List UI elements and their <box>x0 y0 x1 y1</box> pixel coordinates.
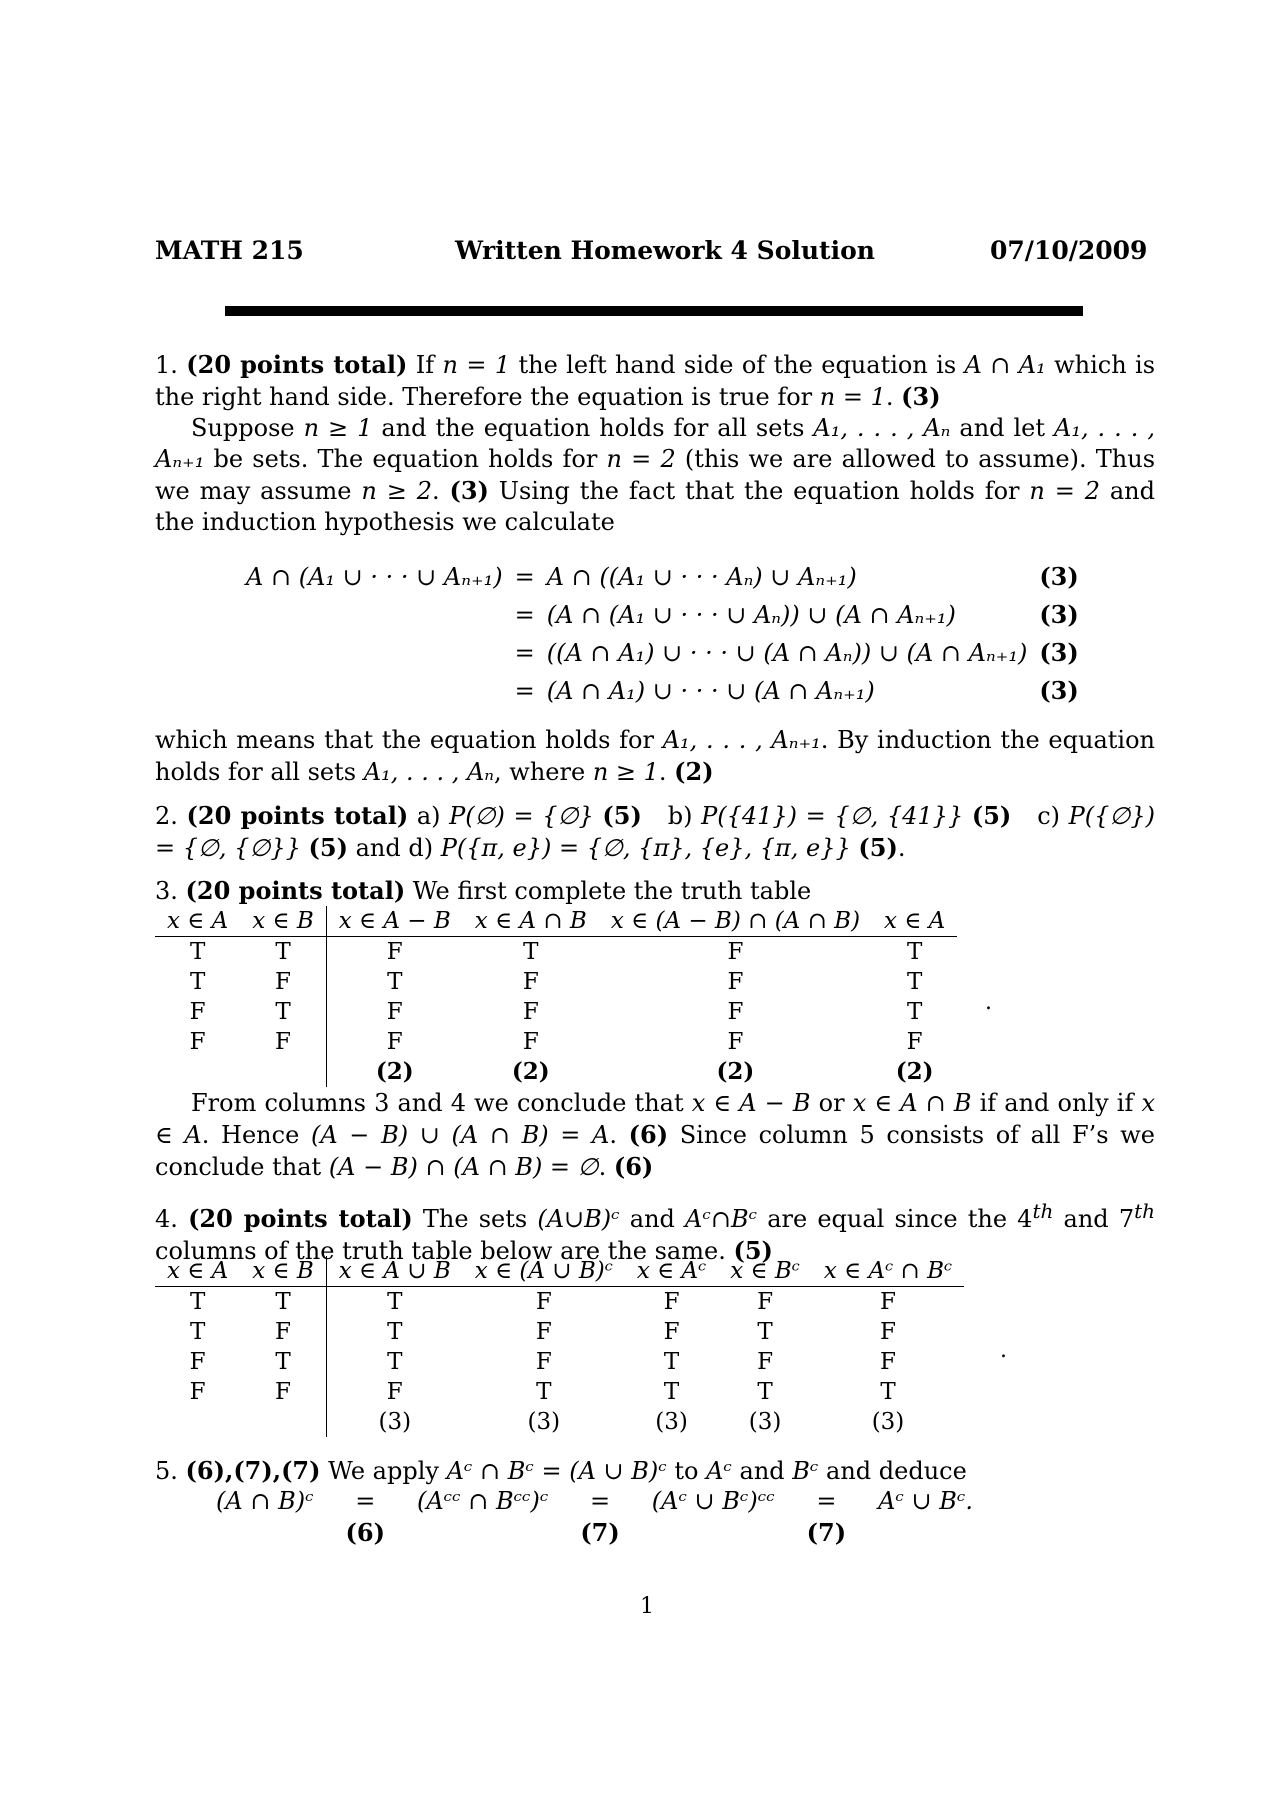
course-code: MATH 215 <box>155 236 304 265</box>
equals: = <box>816 1487 837 1515</box>
math: x ∈ A <box>155 1089 1155 1149</box>
text: The sets <box>412 1205 538 1233</box>
column-header: x ∈ A ∪ B <box>326 1256 463 1287</box>
equation-array <box>240 558 1085 710</box>
equals: = <box>514 600 535 629</box>
text: We apply <box>320 1457 447 1485</box>
equals: = <box>514 562 535 591</box>
text: columns of the truth table below are the same. <box>155 1237 734 1265</box>
points-row <box>155 1057 957 1087</box>
table-cell: F <box>386 1029 403 1055</box>
table-cell: F <box>522 969 539 995</box>
text: and deduce <box>818 1457 967 1485</box>
column-header: x ∈ A <box>155 906 240 937</box>
problem-5-chain <box>200 1486 989 1548</box>
equals: = <box>514 638 535 667</box>
document-date: 07/10/2009 <box>990 236 1148 265</box>
table-cell: F <box>189 999 206 1025</box>
points: (6) <box>345 1518 385 1547</box>
problem-number: 4. <box>155 1205 178 1233</box>
text: . <box>598 1153 614 1181</box>
column-header: x ∈ Aᶜ ∩ Bᶜ <box>812 1256 964 1287</box>
chain-term: (Aᶜ ∪ Bᶜ)ᶜᶜ <box>651 1487 775 1515</box>
problem-2-text <box>155 800 1155 864</box>
text: and the induction hypothesis we calculate <box>155 477 1156 536</box>
points: (2) <box>674 757 714 786</box>
points: (3) <box>901 382 941 411</box>
table-cell: F <box>727 999 744 1025</box>
text: . <box>658 758 675 786</box>
column-header: x ∈ Bᶜ <box>718 1256 812 1287</box>
table-cell: F <box>189 1349 206 1375</box>
text: (this we are allowed to assume). Thus we may assume <box>155 445 1156 505</box>
table-row <box>155 1347 964 1377</box>
points: (3) <box>871 1409 905 1435</box>
table-cell: T <box>880 1379 896 1405</box>
equals: = <box>589 1487 611 1515</box>
column-header: x ∈ A <box>872 906 957 937</box>
points: (3) <box>1039 562 1079 591</box>
problem-1-conclusion <box>155 725 1155 788</box>
points: (5) <box>971 801 1012 830</box>
table-cell: F <box>386 999 403 1025</box>
column-header: x ∈ (A ∪ B)ᶜ <box>463 1256 625 1287</box>
table-cell: T <box>189 1319 206 1345</box>
text: be sets. The equation holds for <box>204 445 607 473</box>
text: to <box>666 1457 707 1485</box>
text: . <box>609 1121 629 1149</box>
table-row <box>155 1377 964 1407</box>
table-cell: T <box>387 969 403 995</box>
math: (A − B) ∪ (A ∩ B) = A <box>310 1121 610 1149</box>
points: (2) <box>716 1058 755 1085</box>
table-cell: T <box>906 969 923 995</box>
truth-table-1 <box>155 906 957 1087</box>
table-cell: T <box>757 1379 773 1405</box>
table-cell: F <box>535 1349 552 1375</box>
text: Since column 5 consists of all F’s we conclude that <box>155 1121 1156 1181</box>
math: A₁, . . . , Aₙ <box>363 758 495 786</box>
table-cell: F <box>535 1319 552 1345</box>
table-cell: T <box>757 1319 773 1345</box>
chain-term: (A ∩ B)ᶜ <box>216 1487 314 1515</box>
equation-lhs: A ∩ (A₁ ∪ · · · ∪ Aₙ₊₁) <box>246 562 503 591</box>
table-cell: F <box>240 1377 326 1407</box>
text: If <box>407 351 443 379</box>
column-header: x ∈ A <box>155 1256 240 1287</box>
table-row <box>155 997 957 1027</box>
column-header: x ∈ B <box>240 1256 326 1287</box>
table-row <box>155 1317 964 1347</box>
math: P({π, e}) = {∅, {π}, {e}, {π, e}} <box>440 834 851 862</box>
math: Aᶜ ∩ Bᶜ = (A ∪ B)ᶜ <box>446 1457 667 1485</box>
text: . <box>885 383 902 411</box>
table-cell: F <box>522 999 539 1025</box>
table-cell: F <box>906 1029 923 1055</box>
points: (5) <box>602 801 642 830</box>
text: Using the fact that the equation holds for <box>488 477 1030 505</box>
table-cell: T <box>536 1379 552 1405</box>
table-cell: F <box>240 967 326 997</box>
table-cell: F <box>880 1289 896 1315</box>
table-cell: F <box>663 1289 680 1315</box>
text: a) <box>408 802 450 830</box>
points: (5) <box>733 1236 773 1265</box>
table-cell: F <box>727 939 744 965</box>
math: n ≥ 1 <box>303 414 373 442</box>
table-cell: T <box>906 939 923 965</box>
superscript: th <box>1032 1199 1054 1223</box>
problem-3-conclusion <box>155 1088 1155 1183</box>
table-cell: F <box>880 1349 896 1375</box>
table-row <box>155 967 957 997</box>
document-title: Written Homework 4 Solution <box>455 236 875 265</box>
math: A ∩ A₁ <box>964 351 1046 379</box>
truth-table-2 <box>155 1256 964 1437</box>
points: (2) <box>511 1058 550 1085</box>
table-row <box>155 1287 964 1318</box>
table-cell: T <box>240 937 326 968</box>
text: and let <box>950 414 1054 442</box>
equals: = <box>355 1487 376 1515</box>
table-cell: T <box>663 1379 680 1405</box>
text: b) <box>659 802 702 830</box>
text: which is the right hand side. Therefore the equation is true for <box>155 351 1156 411</box>
problem-number: 1. <box>155 351 178 379</box>
table-row <box>155 1027 957 1057</box>
text: . By induction the equation holds for all sets <box>155 726 1155 786</box>
points-label: (20 points total) <box>185 876 406 905</box>
table-cell: F <box>522 1029 539 1055</box>
table-cell: F <box>757 1289 774 1315</box>
table-cell: T <box>387 1319 403 1345</box>
points: (5) <box>858 833 898 862</box>
math: A₁, . . . , Aₙ₊₁ <box>155 414 1155 473</box>
math: P({41}) = {∅, {41}} <box>701 802 964 830</box>
points: (3) <box>449 476 489 505</box>
table-cell: F <box>663 1319 680 1345</box>
points: (6) <box>613 1152 654 1181</box>
points: (7) <box>806 1518 847 1547</box>
table-row <box>155 937 957 968</box>
text: , where <box>494 758 593 786</box>
math: Bᶜ <box>792 1457 819 1485</box>
math: n ≥ 1 <box>592 758 659 786</box>
table-cell: T <box>189 939 206 965</box>
points-row <box>155 1407 964 1437</box>
text: and d) <box>355 834 441 862</box>
table-period: . <box>1000 1338 1007 1363</box>
problem-number: 3. <box>155 877 178 905</box>
text: and <box>731 1457 793 1485</box>
table-cell: F <box>535 1289 552 1315</box>
math: x ∈ A ∩ B <box>852 1089 972 1117</box>
points: (3) <box>1039 600 1079 629</box>
math: n = 2 <box>606 445 676 473</box>
text: and the equation holds for all sets <box>372 414 814 442</box>
text: and <box>619 1205 686 1233</box>
column-header: x ∈ A − B <box>326 906 463 937</box>
math: Aᶜ <box>706 1457 732 1485</box>
points: (7) <box>580 1518 620 1547</box>
text: or <box>810 1089 853 1117</box>
points-label: (20 points total) <box>186 801 409 830</box>
text: Suppose <box>191 414 304 442</box>
problem-5-text <box>155 1455 1155 1487</box>
table-cell: F <box>727 969 744 995</box>
math: A₁, . . . , Aₙ <box>813 414 951 442</box>
table-cell: F <box>880 1319 896 1345</box>
text: c) <box>1028 802 1069 830</box>
table-cell: T <box>240 1347 326 1377</box>
math: (A∪B)ᶜ <box>537 1205 620 1233</box>
superscript: th <box>1134 1199 1156 1223</box>
points: (3) <box>748 1409 782 1435</box>
points: (3) <box>378 1409 412 1435</box>
equation-rhs: ((A ∩ A₁) ∪ · · · ∪ (A ∩ Aₙ)) ∪ (A ∩ Aₙ₊₁) <box>546 638 1028 667</box>
math: Aᶜ∩Bᶜ <box>685 1205 758 1233</box>
table-period: . <box>985 990 992 1015</box>
column-header: x ∈ (A − B) ∩ (A ∩ B) <box>599 906 872 937</box>
math: (A − B) ∩ (A ∩ B) = ∅ <box>328 1153 599 1181</box>
math: A₁, . . . , Aₙ₊₁ <box>662 726 821 754</box>
points: (6) <box>628 1120 669 1149</box>
equation-rhs: (A ∩ A₁) ∪ · · · ∪ (A ∩ Aₙ₊₁) <box>546 676 875 705</box>
math: n = 1 <box>819 383 886 411</box>
header-rule <box>225 306 1083 316</box>
chain-term: Aᶜ ∪ Bᶜ. <box>878 1487 973 1515</box>
table-cell: T <box>523 939 539 965</box>
text: We first complete the truth table <box>405 877 812 905</box>
problem-1-text <box>155 349 1155 538</box>
problem-number: 5. <box>155 1457 178 1485</box>
problem-number: 2. <box>155 802 178 830</box>
table-cell: T <box>189 1289 206 1315</box>
math: n = 1 <box>442 351 511 379</box>
points-label: (6),(7),(7) <box>185 1456 321 1485</box>
text: are equal since the 4 <box>757 1205 1033 1233</box>
text: From columns 3 and 4 we conclude that <box>191 1089 692 1117</box>
table-cell: F <box>727 1029 744 1055</box>
table-cell: F <box>189 1029 206 1055</box>
table-cell: F <box>240 1027 326 1057</box>
math: x ∈ A − B <box>691 1089 811 1117</box>
problem-1-para-2 <box>155 413 1155 538</box>
text: and 7 <box>1053 1205 1135 1233</box>
math: P(∅) = {∅} <box>449 802 594 830</box>
table-cell: T <box>240 997 326 1027</box>
table-cell: T <box>189 969 206 995</box>
chain-term: (Aᶜᶜ ∩ Bᶜᶜ)ᶜ <box>416 1487 549 1515</box>
equals: = <box>514 676 535 705</box>
table-cell: T <box>906 999 923 1025</box>
points-label: (20 points total) <box>186 350 408 379</box>
table-cell: F <box>757 1349 774 1375</box>
column-header: x ∈ Aᶜ <box>625 1256 718 1287</box>
table-cell: T <box>387 1289 403 1315</box>
table-cell: F <box>386 939 403 965</box>
points: (3) <box>1039 676 1079 705</box>
text: . <box>431 477 450 505</box>
equation-rhs: A ∩ ((A₁ ∪ · · · Aₙ) ∪ Aₙ₊₁) <box>546 562 857 591</box>
equation-rhs: (A ∩ (A₁ ∪ · · · ∪ Aₙ)) ∪ (A ∩ Aₙ₊₁) <box>546 600 956 629</box>
points: (5) <box>308 833 348 862</box>
text: . Hence <box>201 1121 311 1149</box>
column-header: x ∈ B <box>240 906 326 937</box>
table-cell: T <box>387 1349 403 1375</box>
text: . <box>897 834 906 862</box>
table-cell: F <box>386 1379 403 1405</box>
table-cell: F <box>189 1379 206 1405</box>
page-number: 1 <box>640 1594 654 1619</box>
column-header: x ∈ A ∩ B <box>463 906 599 937</box>
points: (3) <box>655 1409 688 1435</box>
math: n ≥ 2 <box>361 477 432 505</box>
table-cell: F <box>240 1317 326 1347</box>
points: (3) <box>1039 638 1079 667</box>
table-cell: T <box>240 1287 326 1318</box>
points: (3) <box>527 1409 561 1435</box>
math: P({∅}) = {∅, {∅}} <box>155 802 1155 862</box>
problem-3-text <box>155 875 1155 907</box>
points: (2) <box>895 1058 934 1085</box>
points-label: (20 points total) <box>188 1204 413 1233</box>
text: the left hand side of the equation is <box>510 351 965 379</box>
text: which means that the equation holds for <box>155 726 663 754</box>
text: if and only if <box>971 1089 1142 1117</box>
points: (2) <box>375 1058 414 1085</box>
table-cell: T <box>663 1349 680 1375</box>
math: n = 2 <box>1029 477 1100 505</box>
